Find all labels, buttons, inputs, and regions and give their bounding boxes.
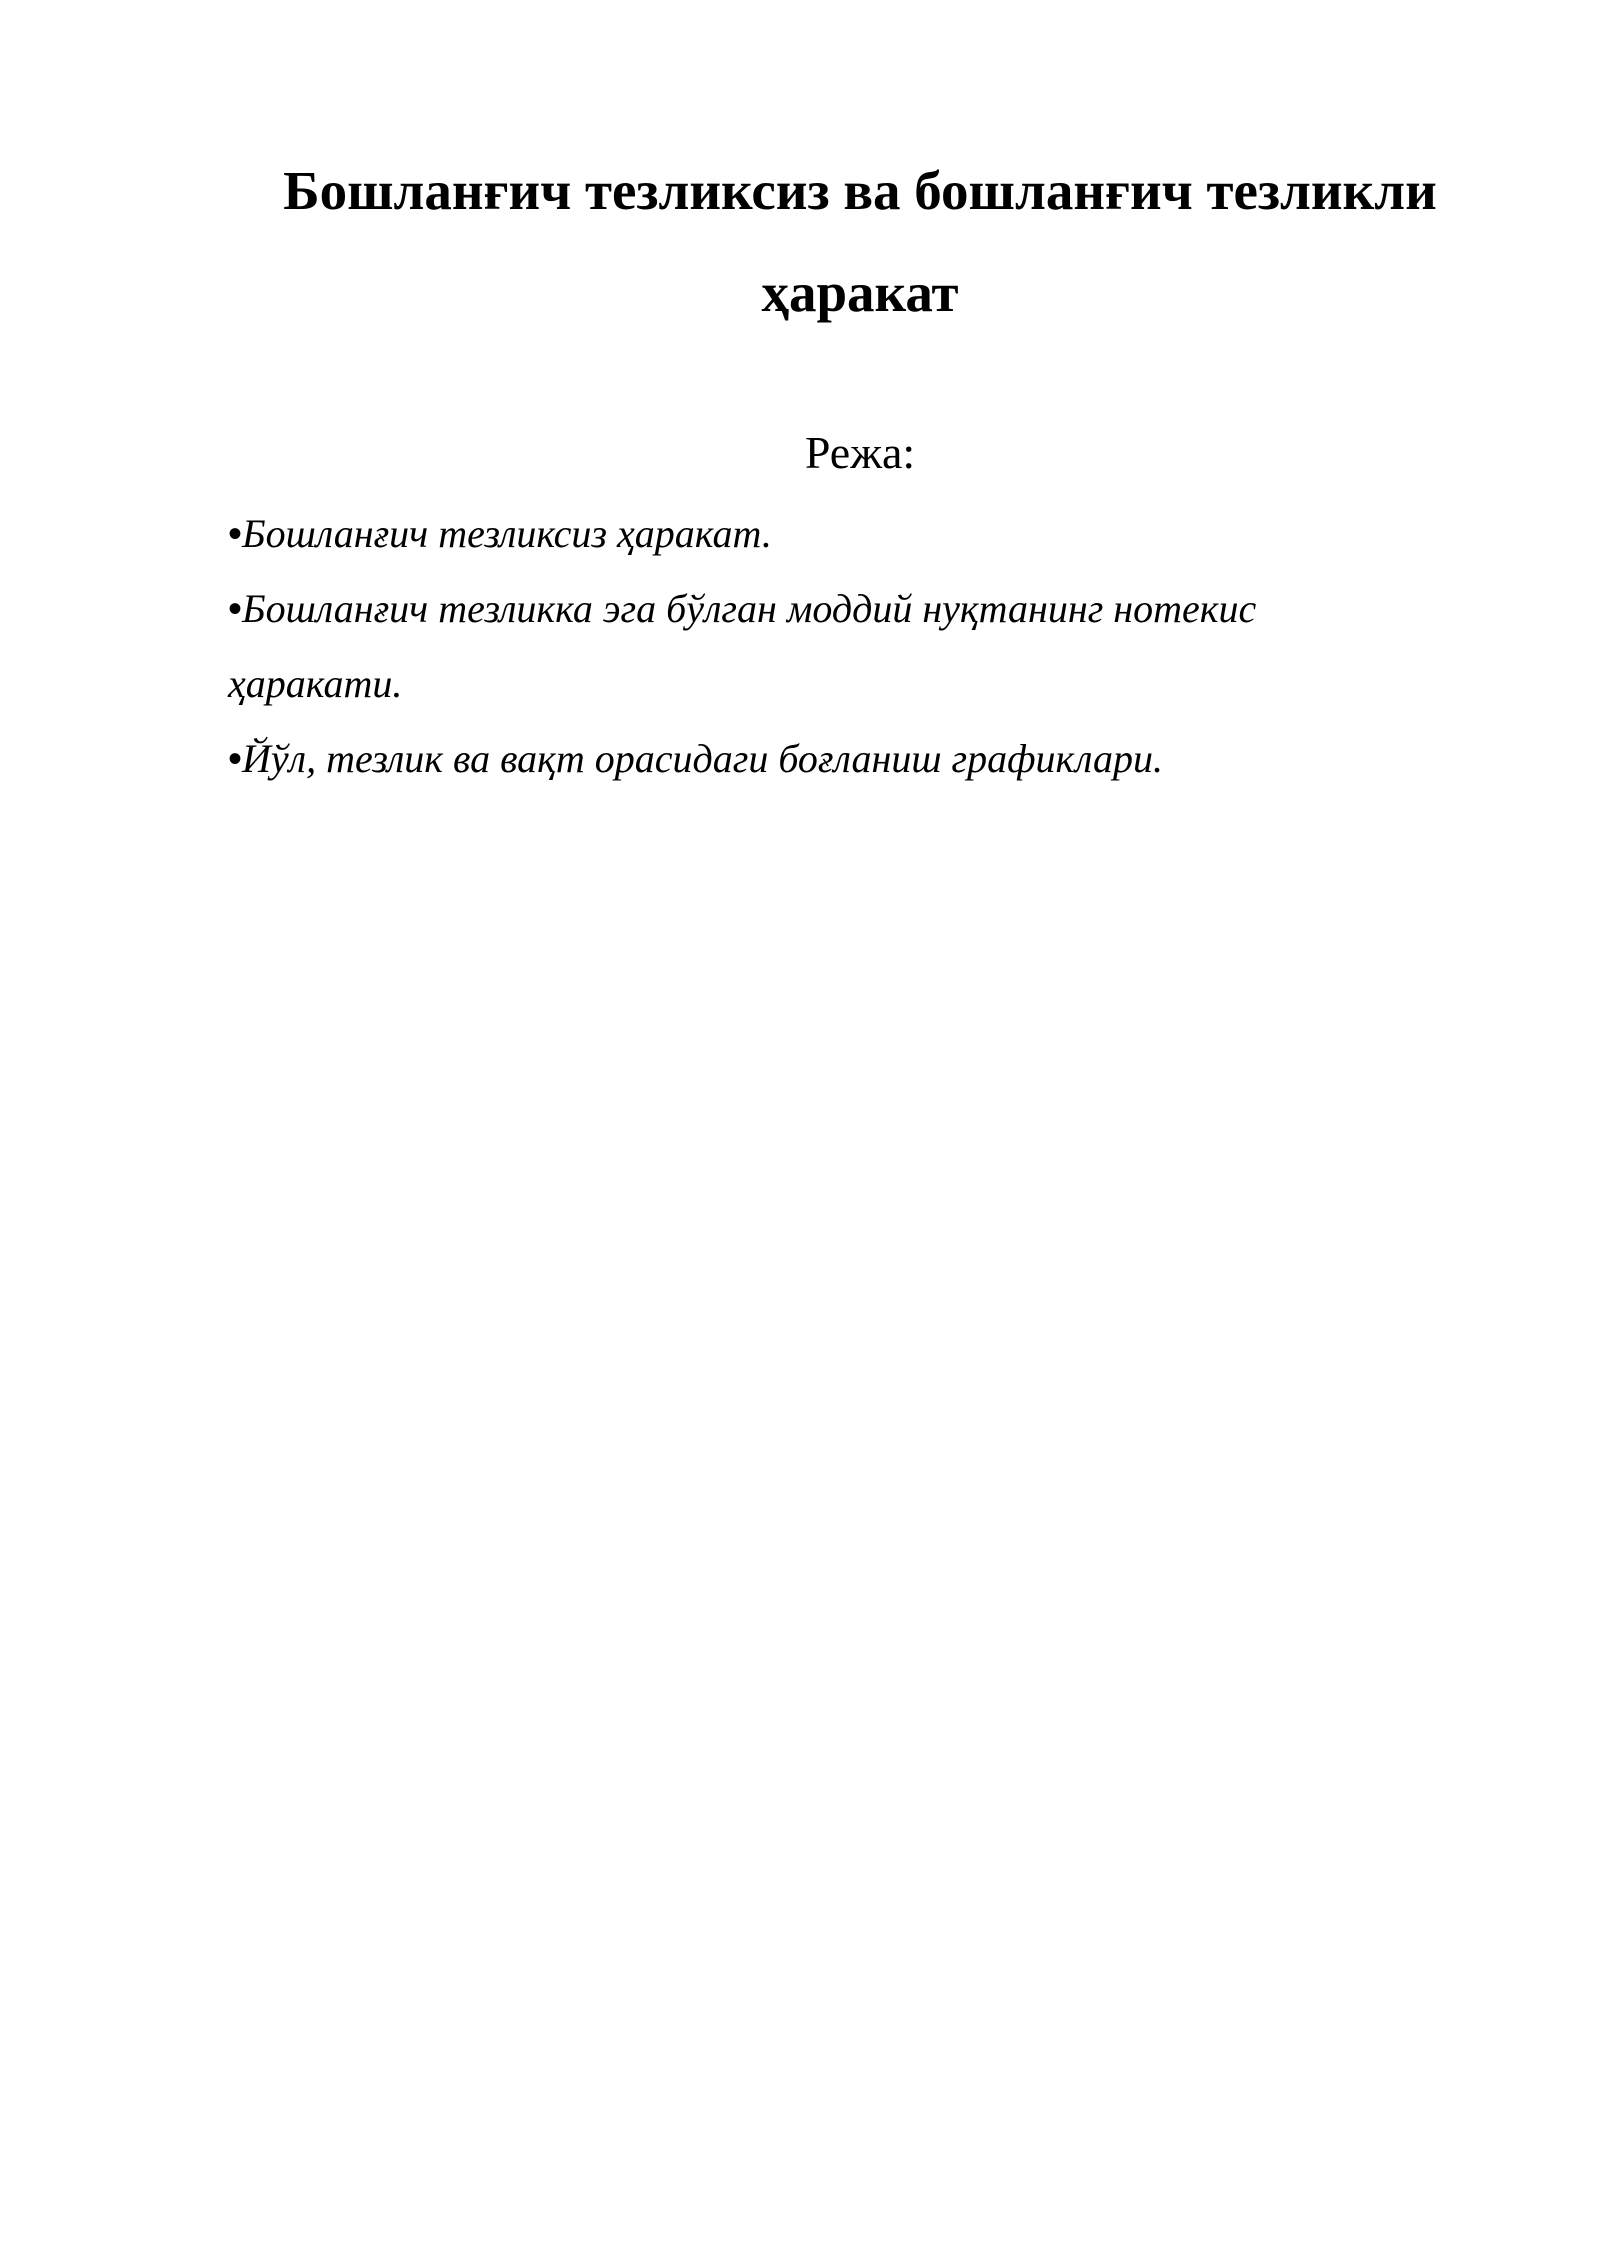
plan-item [228,571,1428,721]
plan-item [228,721,1428,796]
plan-item [228,496,1428,571]
plan-list [228,496,1428,796]
bullet-icon: • [228,736,243,781]
plan-item-text: Йўл, тезлик ва вақт орасидаги боғланиш графиклари. [242,736,1163,781]
plan-item-text: Бошланғич тезликка эга бўлган моддий нуқтанинг нотекис ҳаракати. [228,586,1257,706]
bullet-icon: • [228,586,243,631]
plan-item-text: Бошланғич тезликсиз ҳаракат. [242,511,772,556]
bullet-icon: • [228,511,243,556]
plan-heading: Режа: [804,427,916,478]
document-title: Бошланғич тезликсиз ва бошланғич тезликли ҳаракат [283,160,1437,323]
